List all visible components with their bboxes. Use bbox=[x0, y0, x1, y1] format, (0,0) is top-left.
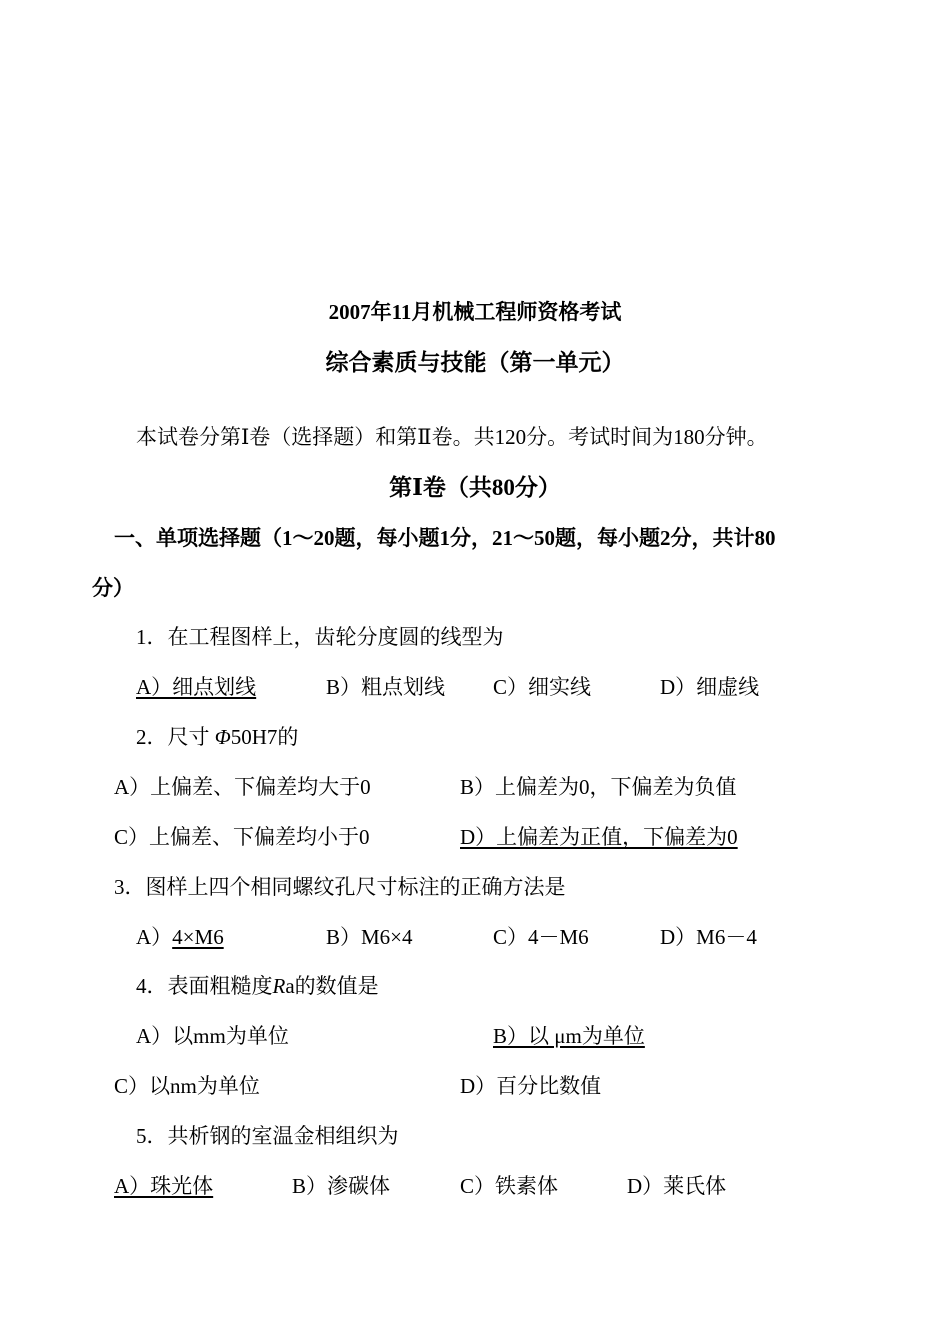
question-5-option-b: B）渗碳体 bbox=[292, 1174, 391, 1198]
question-4-option-b: B）以 μm为单位 bbox=[493, 1024, 645, 1048]
section-heading-continued: 分） bbox=[92, 576, 134, 600]
question-1-option-d: D）细虚线 bbox=[660, 675, 760, 699]
question-2-stem-prefix: 2．尺寸 bbox=[136, 725, 210, 749]
question-4-option-c: C）以nm为单位 bbox=[114, 1074, 260, 1098]
question-5-option-c: C）铁素体 bbox=[460, 1174, 559, 1198]
question-3-option-b: B）M6×4 bbox=[326, 925, 413, 949]
question-5-option-d: D）莱氏体 bbox=[627, 1174, 727, 1198]
diameter-symbol: Φ bbox=[214, 725, 231, 749]
exam-intro: 本试卷分第Ⅰ卷（选择题）和第Ⅱ卷。共120分。考试时间为180分钟。 bbox=[136, 425, 768, 449]
question-2-stem bbox=[136, 723, 298, 751]
question-2-option-a: A）上偏差、下偏差均大于0 bbox=[114, 775, 371, 799]
exam-title: 2007年11月机械工程师资格考试 bbox=[328, 300, 622, 324]
question-2-option-d: D）上偏差为正值，下偏差为0 bbox=[460, 825, 738, 849]
question-1-option-a: A）细点划线 bbox=[136, 675, 257, 699]
question-1-option-c: C）细实线 bbox=[493, 675, 592, 699]
question-5-option-a: A）珠光体 bbox=[114, 1174, 214, 1198]
question-4-option-a: A）以mm为单位 bbox=[136, 1024, 289, 1048]
question-5-stem: 5．共析钢的室温金相组织为 bbox=[136, 1124, 399, 1148]
question-1-stem: 1．在工程图样上，齿轮分度圆的线型为 bbox=[136, 625, 504, 649]
question-4-stem-suffix: a的数值是 bbox=[285, 974, 379, 998]
volume-heading: 第Ⅰ卷（共80分） bbox=[389, 475, 561, 500]
question-3-stem: 3．图样上四个相同螺纹孔尺寸标注的正确方法是 bbox=[114, 875, 566, 899]
question-1-option-b: B）粗点划线 bbox=[326, 675, 446, 699]
question-4-option-d: D）百分比数值 bbox=[460, 1074, 602, 1098]
roughness-symbol: R bbox=[272, 974, 286, 998]
question-3-option-a bbox=[136, 923, 224, 951]
question-3-option-a-label: A） bbox=[136, 925, 173, 949]
question-2-option-c: C）上偏差、下偏差均小于0 bbox=[114, 825, 370, 849]
question-3-option-d: D）M6－4 bbox=[660, 925, 757, 949]
question-2-option-b: B）上偏差为0，下偏差为负值 bbox=[460, 775, 737, 799]
section-heading: 一、单项选择题（1～20题，每小题1分，21～50题，每小题2分，共计80 bbox=[114, 526, 776, 550]
question-2-stem-suffix: 50H7的 bbox=[230, 725, 299, 749]
question-4-stem bbox=[136, 972, 379, 1000]
question-3-option-a-value: 4×M6 bbox=[172, 925, 224, 949]
question-3-option-c: C）4－M6 bbox=[493, 925, 589, 949]
exam-subtitle: 综合素质与技能（第一单元） bbox=[325, 350, 625, 375]
question-4-stem-prefix: 4．表面粗糙度 bbox=[136, 974, 273, 998]
